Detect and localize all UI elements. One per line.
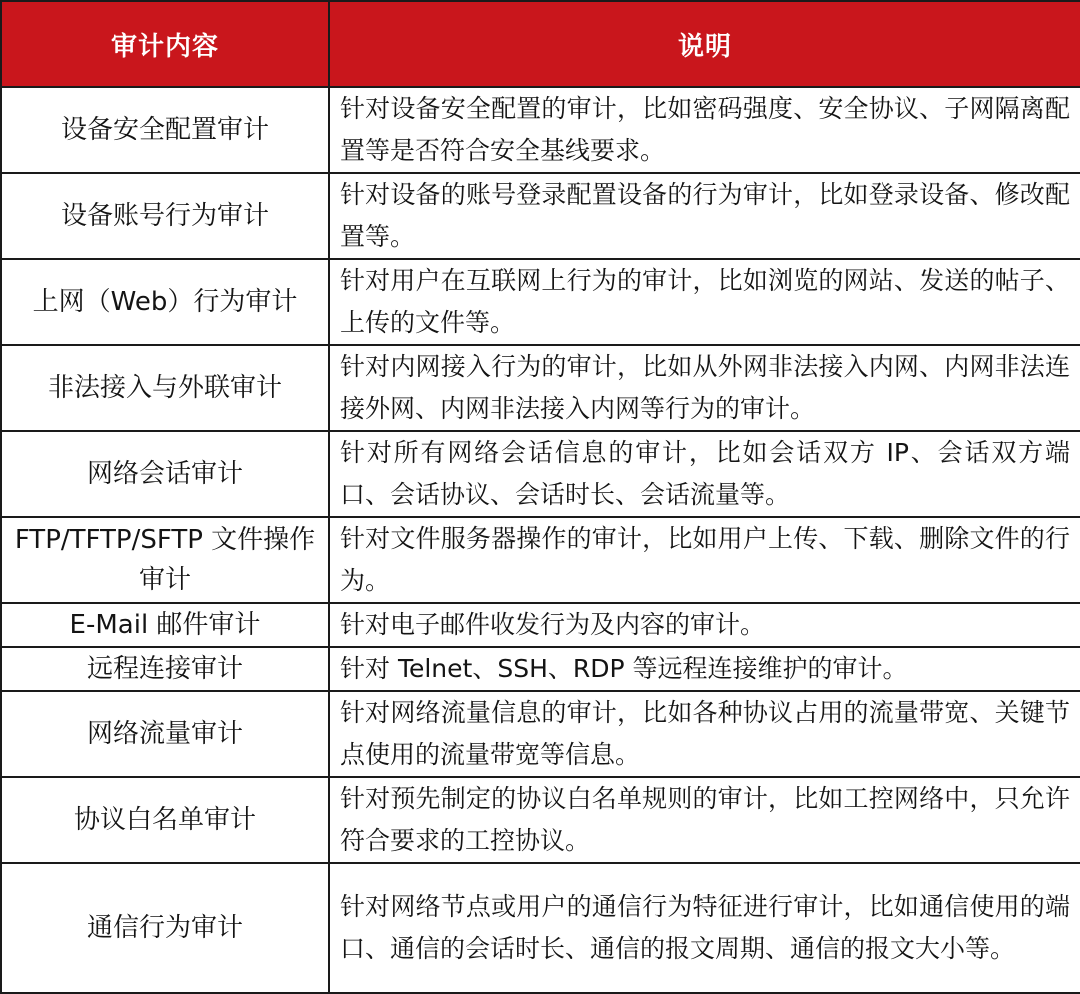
audit-name: 非法接入与外联审计 [1, 345, 329, 431]
table-row [1, 777, 1080, 863]
table-row [1, 259, 1080, 345]
header-description: 说明 [329, 1, 1080, 87]
audit-description: 针对网络流量信息的审计，比如各种协议占用的流量带宽、关键节点使用的流量带宽等信息。 [329, 691, 1080, 777]
audit-name: 设备安全配置审计 [1, 87, 329, 173]
table-row [1, 87, 1080, 173]
table-row [1, 345, 1080, 431]
header-audit-content: 审计内容 [1, 1, 329, 87]
audit-description: 针对预先制定的协议白名单规则的审计，比如工控网络中，只允许符合要求的工控协议。 [329, 777, 1080, 863]
audit-name: 协议白名单审计 [1, 777, 329, 863]
audit-name: 网络流量审计 [1, 691, 329, 777]
audit-name: 远程连接审计 [1, 647, 329, 691]
audit-name: 上网（Web）行为审计 [1, 259, 329, 345]
table-row [1, 863, 1080, 993]
audit-description: 针对 Telnet、SSH、RDP 等远程连接维护的审计。 [329, 647, 1080, 691]
audit-name: 网络会话审计 [1, 431, 329, 517]
table-row [1, 173, 1080, 259]
audit-description: 针对文件服务器操作的审计，比如用户上传、下载、删除文件的行为。 [329, 517, 1080, 603]
table-row [1, 517, 1080, 603]
audit-name: 通信行为审计 [1, 863, 329, 993]
audit-description: 针对网络节点或用户的通信行为特征进行审计，比如通信使用的端口、通信的会话时长、通信的报文周期、通信的报文大小等。 [329, 863, 1080, 993]
audit-description: 针对所有网络会话信息的审计，比如会话双方 IP、会话双方端口、会话协议、会话时长、会话流量等。 [329, 431, 1080, 517]
table-row [1, 647, 1080, 691]
audit-description: 针对内网接入行为的审计，比如从外网非法接入内网、内网非法连接外网、内网非法接入内网等行为的审计。 [329, 345, 1080, 431]
table-row [1, 431, 1080, 517]
audit-description: 针对用户在互联网上行为的审计，比如浏览的网站、发送的帖子、上传的文件等。 [329, 259, 1080, 345]
table-row [1, 603, 1080, 647]
audit-description: 针对设备安全配置的审计，比如密码强度、安全协议、子网隔离配置等是否符合安全基线要求。 [329, 87, 1080, 173]
audit-description: 针对设备的账号登录配置设备的行为审计，比如登录设备、修改配置等。 [329, 173, 1080, 259]
table-row [1, 691, 1080, 777]
audit-name: 设备账号行为审计 [1, 173, 329, 259]
table-header-row [1, 1, 1080, 87]
audit-name: E-Mail 邮件审计 [1, 603, 329, 647]
audit-name: FTP/TFTP/SFTP 文件操作审计 [1, 517, 329, 603]
audit-description: 针对电子邮件收发行为及内容的审计。 [329, 603, 1080, 647]
